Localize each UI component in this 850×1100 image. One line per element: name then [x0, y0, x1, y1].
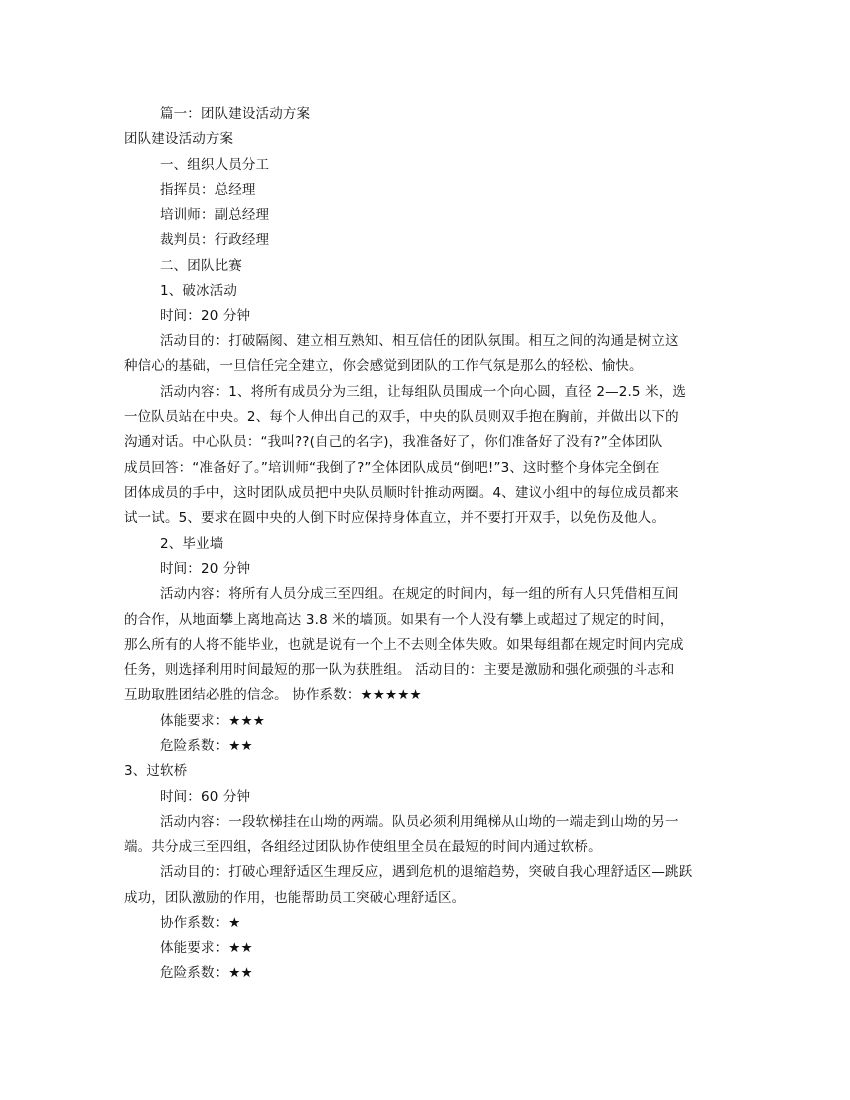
paragraph-line: 活动内容：将所有人员分成三至四组。在规定的时间内，每一组的所有人只凭借相互间 [160, 586, 679, 602]
paragraph-line: 互助取胜团结必胜的信念。 协作系数：★★★★★ [124, 687, 422, 703]
paragraph-line: 成功，团队激励的作用，也能帮助员工突破心理舒适区。 [124, 890, 466, 906]
heading-graduation-wall: 2、毕业墙 [160, 536, 224, 552]
paragraph-line: 团体成员的手中，这时团队成员把中央队员顺时针推动两圈。4、建议小组中的每位成员都来 [124, 485, 679, 501]
paragraph-line: 活动内容：一段软梯挂在山坳的两端。队员必须利用绳梯从山坳的一端走到山坳的另一 [160, 814, 679, 830]
heading-competition: 二、团队比赛 [160, 258, 242, 274]
paragraph-line: 端。共分成三至四组，各组经过团队协作使组里全员在最短的时间内通过软桥。 [124, 839, 602, 855]
paragraph-line: 一位队员站在中央。2、每个人伸出自己的双手，中央的队员则双手抱在胸前，并做出以下的 [124, 409, 679, 425]
paragraph-line: 活动目的：打破心理舒适区生理反应，遇到危机的退缩趋势，突破自我心理舒适区—跳跃 [160, 864, 693, 880]
paragraph-line: 活动内容：1、将所有成员分为三组，让每组队员围成一个向心圆，直径 2—2.5 米，选 [160, 384, 687, 400]
rating-line: 危险系数：★★ [160, 965, 253, 981]
rating-line: 协作系数：★ [160, 915, 241, 931]
paragraph-line: 那么所有的人将不能毕业，也就是说有一个上不去则全体失败。如果每组都在规定时间内完成 [124, 637, 684, 653]
rating-line: 体能要求：★★ [160, 940, 253, 956]
paragraph-line: 成员回答：“准备好了。”培训师“我倒了?”全体团队成员“倒吧!”3、这时整个身体完全倒在 [124, 460, 660, 476]
text-line: 时间：20 分钟 [160, 308, 251, 324]
paragraph-line: 沟通对话。中心队员：“我叫??(自己的名字)，我准备好了，你们准备好了没有?”全体团队 [124, 434, 663, 450]
document-title: 团队建设活动方案 [124, 131, 234, 147]
text-line: 时间：60 分钟 [160, 789, 251, 805]
text-line: 指挥员：总经理 [160, 182, 256, 198]
heading-organization: 一、组织人员分工 [160, 157, 270, 173]
paragraph-line: 活动目的：打破隔阂、建立相互熟知、相互信任的团队氛围。相互之间的沟通是树立这 [160, 333, 679, 349]
section-title: 篇一：团队建设活动方案 [160, 106, 311, 122]
rating-line: 体能要求：★★★ [160, 713, 266, 729]
heading-icebreaker: 1、破冰活动 [160, 283, 237, 299]
text-line: 裁判员：行政经理 [160, 232, 270, 248]
paragraph-line: 的合作，从地面攀上离地高达 3.8 米的墙顶。如果有一个人没有攀上或超过了规定的时间， [124, 612, 674, 628]
paragraph-line: 任务，则选择利用时间最短的那一队为获胜组。 活动目的：主要是激励和强化顽强的斗志和 [124, 662, 675, 678]
heading-soft-bridge: 3、过软桥 [124, 763, 188, 779]
text-line: 时间：20 分钟 [160, 561, 251, 577]
paragraph-line: 种信心的基础，一旦信任完全建立，你会感觉到团队的工作气氛是那么的轻松、愉快。 [124, 358, 643, 374]
text-line: 培训师：副总经理 [160, 207, 270, 223]
rating-line: 危险系数：★★ [160, 738, 253, 754]
paragraph-line: 试一试。5、要求在圆中央的人倒下时应保持身体直立，并不要打开双手，以免伤及他人。 [124, 510, 666, 526]
